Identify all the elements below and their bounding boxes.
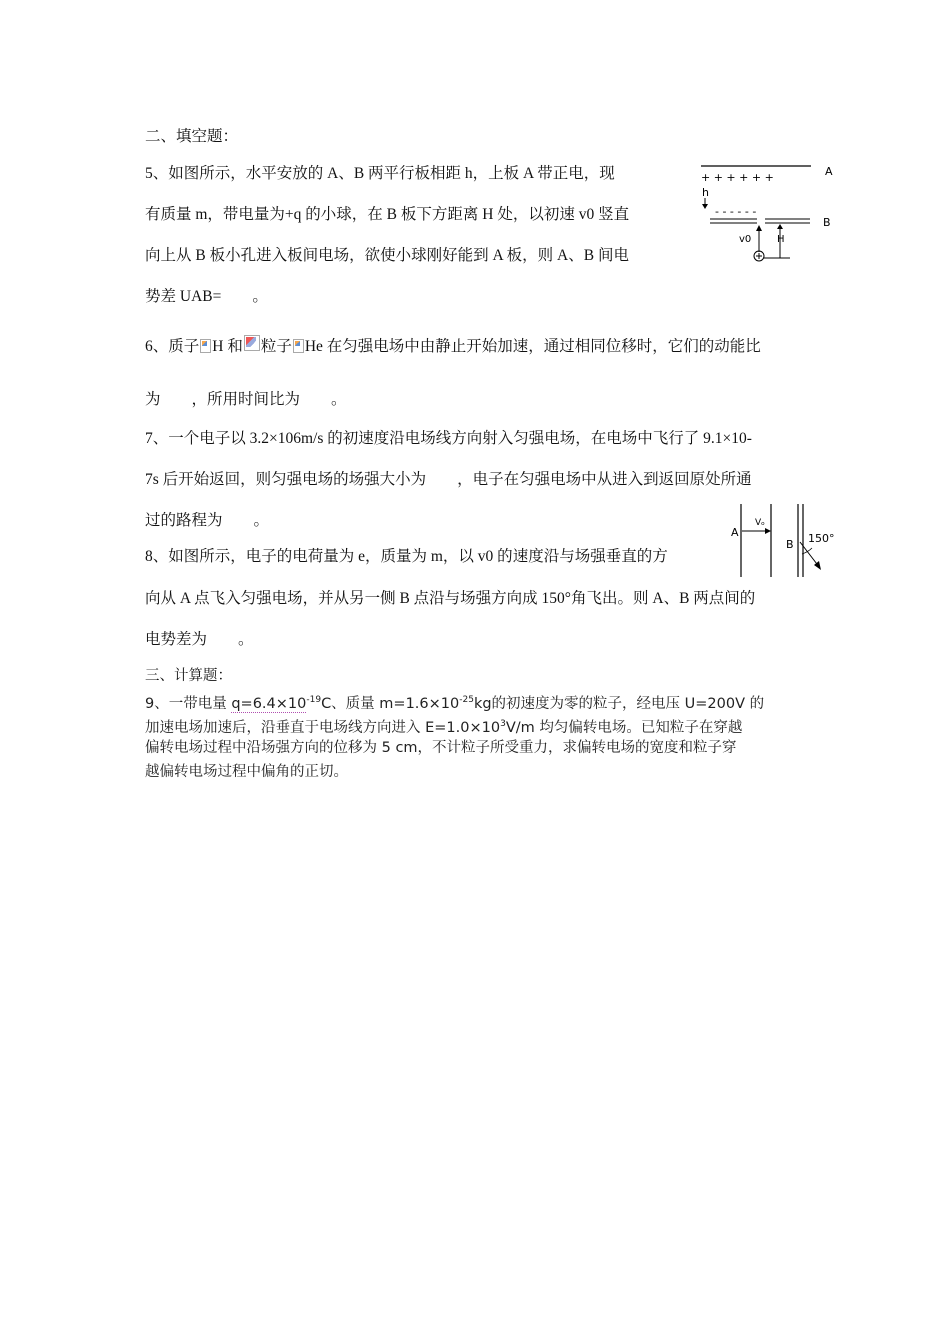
broken-image-icon (200, 339, 211, 353)
section-title-calculation: 三、计算题： (145, 668, 232, 684)
q7-line-1: 7、一个电子以 3.2×106m/s 的初速度沿电场线方向射入匀强电场，在电场中飞行了 9.1×10- (145, 430, 752, 447)
q6-line-2: 为 ，所用时间比为 。 (145, 391, 347, 408)
q9-charge-value: q=6.4×10 (231, 696, 307, 712)
q8-line-1: 8、如图所示，电子的电荷量为 e，质量为 m，以 v0 的速度沿与场强垂直的方 (145, 548, 668, 565)
q5-big-h-label: H (777, 234, 785, 245)
q5-v0-label: v0 (739, 234, 752, 245)
q8-point-b-label: B (786, 538, 794, 551)
q6-text-2: H 和 (212, 338, 243, 355)
q5-parallel-plates-figure (695, 160, 845, 270)
q6-text-3: 粒子 (260, 338, 292, 355)
q5-h-label: h (702, 186, 709, 199)
q7-line-3: 过的路程为 。 (145, 512, 270, 529)
q6-text-1: 6、质子 (145, 338, 200, 355)
q9-line-2 (145, 713, 742, 739)
q8-line-2: 向从 A 点飞入匀强电场，并从另一侧 B 点沿与场强方向成 150°角飞出。则 A、B 两点间的 (145, 590, 756, 607)
q6-line-1 (145, 335, 761, 357)
q9-line-3: 偏转电场过程中沿场强方向的位移为 5 cm，不计粒子所受重力，求偏转电场的宽度和粒子穿 (145, 740, 737, 756)
q8-point-a-label: A (731, 526, 739, 539)
section-title-fill-in: 二、填空题： (145, 128, 239, 145)
q9-field-exponent: 3 (500, 719, 506, 729)
q5-plus-signs: + + + + + + (701, 171, 774, 184)
q9-text-1c: kg的初速度为零的粒子，经电压 U=200V 的 (473, 696, 765, 712)
q9-text-1b: C、质量 m=1.6×10 (321, 696, 460, 712)
q9-text-1a: 9、一带电量 (145, 696, 232, 712)
q9-mass-exponent: -25 (459, 695, 474, 705)
q8-line-3: 电势差为 。 (145, 631, 254, 648)
q8-angle-label: 150° (808, 532, 835, 545)
broken-image-icon (293, 339, 304, 353)
q6-text-4: He 在匀强电场中由静止开始加速，通过相同位移时，它们的动能比 (304, 338, 761, 355)
broken-image-icon (244, 335, 260, 351)
q5-line-4: 势差 UAB= 。 (145, 288, 268, 305)
q7-line-2: 7s 后开始返回，则匀强电场的场强大小为 ，电子在匀强电场中从进入到返回原处所通 (145, 471, 752, 488)
q5-line-2: 有质量 m，带电量为+q 的小球，在 B 板下方距离 H 处，以初速 v0 竖直 (145, 206, 630, 223)
q5-line-3: 向上从 B 板小孔进入板间电场，欲使小球刚好能到 A 板，则 A、B 间电 (145, 247, 629, 264)
q5-line-1: 5、如图所示，水平安放的 A、B 两平行板相距 h，上板 A 带正电，现 (145, 165, 615, 182)
q9-charge-exponent: -19 (306, 695, 322, 705)
q8-v0-label: Vₒ (755, 518, 765, 528)
q9-text-2b: V/m 均匀偏转电场。已知粒子在穿越 (505, 720, 743, 736)
q5-plate-b-label: B (823, 216, 831, 229)
q9-line-1 (145, 689, 764, 715)
q9-text-2a: 加速电场加速后，沿垂直于电场线方向进入 E=1.0×10 (145, 720, 501, 736)
q8-deflection-figure (728, 502, 838, 582)
q9-line-4: 越偏转电场过程中偏角的正切。 (145, 764, 348, 780)
q5-minus-signs: - - - - - - (715, 205, 757, 218)
q5-plate-a-label: A (825, 165, 833, 178)
